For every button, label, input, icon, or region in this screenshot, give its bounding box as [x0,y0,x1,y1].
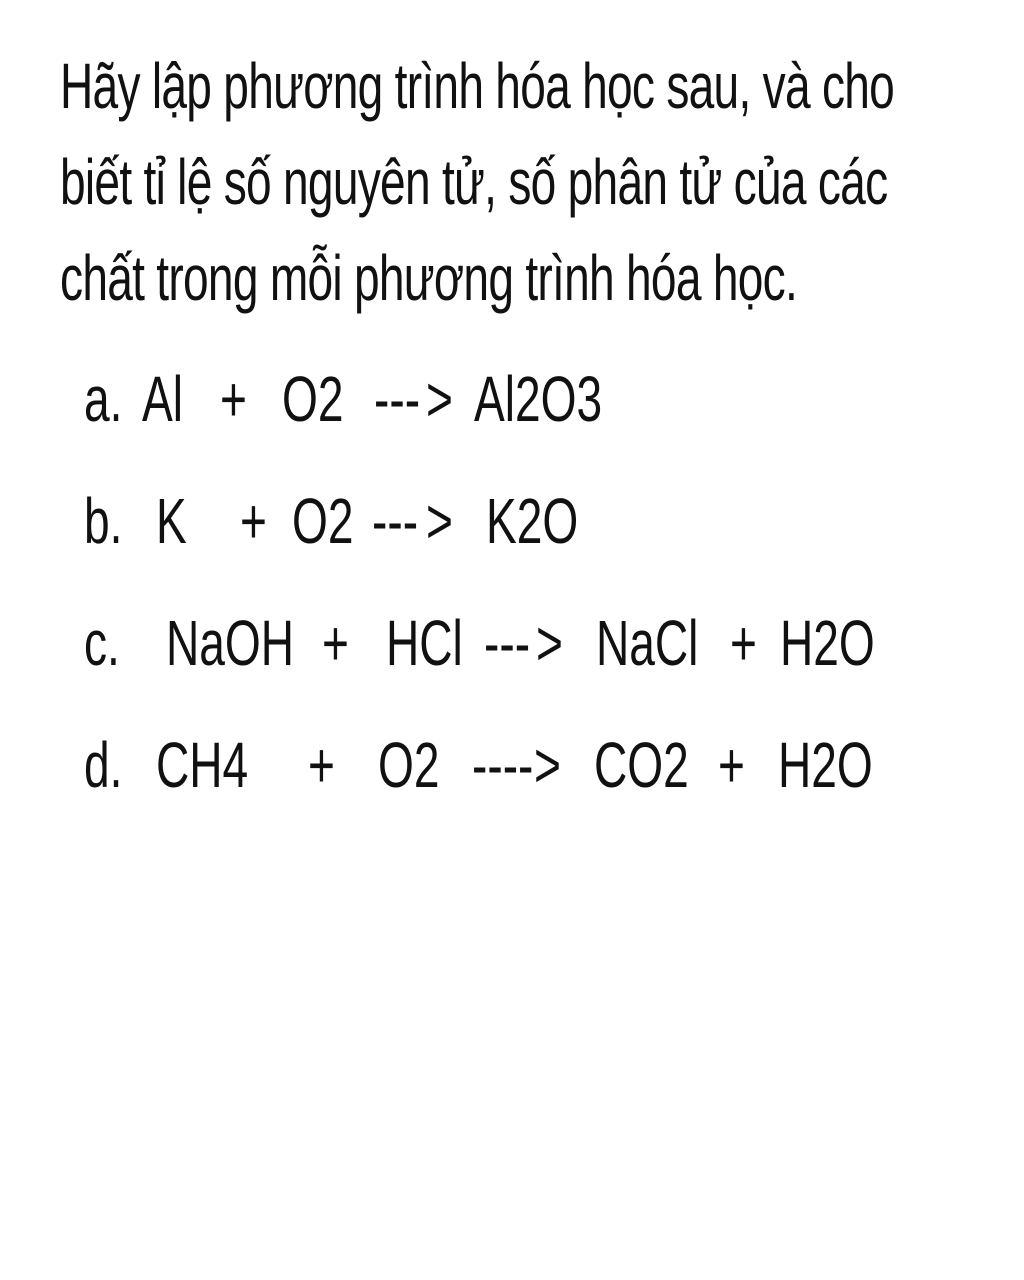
reactant: Al [142,363,183,435]
plus-sign: + [718,729,745,801]
plus-sign: + [240,485,267,557]
equation-d [84,704,944,826]
equation-b [84,460,944,582]
reactant: O2 [282,363,344,435]
arrow-dashes: ---- [472,729,534,801]
equation-c [84,582,944,704]
arrow-dashes: --- [374,363,421,435]
equation-label: b. [84,485,123,557]
equation-a [84,338,944,460]
plus-sign: + [322,607,349,679]
arrow-head: > [426,485,453,557]
arrow-head: > [536,607,563,679]
question-line: chất trong mỗi phương trình hóa học. [60,242,798,314]
equation-label: d. [84,729,123,801]
question-line: biết tỉ lệ số nguyên tử, số phân tử của các [60,146,888,218]
product: H2O [780,607,875,679]
plus-sign: + [730,607,757,679]
equation-label: a. [84,363,123,435]
reactant: HCl [386,607,463,679]
arrow-dashes: --- [372,485,419,557]
equation-label: c. [84,607,120,679]
equation-list [84,338,944,826]
question-text [60,38,960,326]
question-line: Hãy lập phương trình hóa học sau, và cho [60,50,895,122]
reactant: NaOH [166,607,295,679]
product: NaCl [596,607,699,679]
plus-sign: + [220,363,247,435]
product: CO2 [594,729,689,801]
product: H2O [778,729,873,801]
plus-sign: + [308,729,335,801]
reactant: CH4 [156,729,249,801]
arrow-dashes: --- [484,607,531,679]
product: K2O [486,485,579,557]
product: Al2O3 [474,363,603,435]
reactant: O2 [292,485,354,557]
arrow-head: > [534,729,561,801]
reactant: K [156,485,187,557]
reactant: O2 [378,729,440,801]
arrow-head: > [426,363,453,435]
